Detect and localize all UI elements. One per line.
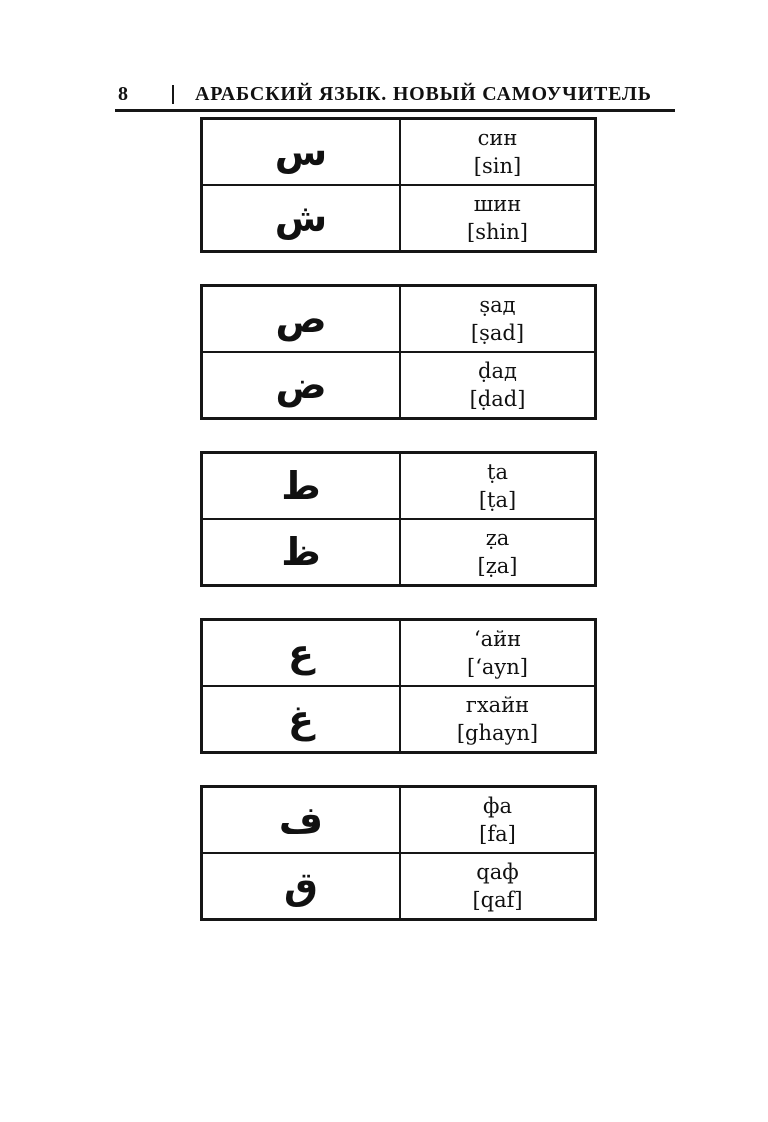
letter-transliteration: [ẓa] bbox=[477, 554, 518, 578]
table-row bbox=[202, 453, 596, 520]
letter-transliteration: [qaf] bbox=[472, 888, 523, 912]
letter-name: ṭа bbox=[487, 460, 508, 484]
page-title: АРАБСКИЙ ЯЗЫК. НОВЫЙ САМОУЧИТЕЛЬ bbox=[195, 83, 652, 105]
letter-name: ẓа bbox=[485, 526, 510, 550]
arabic-letter: ش bbox=[202, 185, 401, 252]
arabic-letter: ق bbox=[202, 853, 401, 920]
table-row bbox=[202, 119, 596, 186]
arabic-letter: ص bbox=[202, 286, 401, 353]
table-row bbox=[202, 620, 596, 687]
letter-transliteration: [fa] bbox=[479, 822, 516, 846]
letter-name: син bbox=[477, 126, 518, 150]
letter-transliteration: [sin] bbox=[473, 154, 522, 178]
letter-transliteration: [ghayn] bbox=[456, 721, 539, 745]
table-row bbox=[202, 519, 596, 586]
letter-name-cell bbox=[400, 853, 596, 920]
letter-name: гхайн bbox=[465, 693, 530, 717]
letter-transliteration: [ḍad] bbox=[469, 387, 526, 411]
header-divider bbox=[172, 85, 174, 104]
letter-name-cell bbox=[400, 787, 596, 854]
letter-name-cell bbox=[400, 519, 596, 586]
arabic-letter: غ bbox=[202, 686, 401, 753]
letter-transliteration: [ṭa] bbox=[478, 488, 517, 512]
arabic-letter: ض bbox=[202, 352, 401, 419]
table-row bbox=[202, 286, 596, 353]
letter-name-cell bbox=[400, 286, 596, 353]
table-row bbox=[202, 352, 596, 419]
letter-name-cell bbox=[400, 620, 596, 687]
arabic-letter: ع bbox=[202, 620, 401, 687]
table-row bbox=[202, 185, 596, 252]
letter-name: ‘айн bbox=[473, 627, 522, 651]
table-row bbox=[202, 853, 596, 920]
letter-tables-column bbox=[200, 117, 593, 952]
letter-table-3 bbox=[200, 451, 597, 587]
letter-transliteration: [shin] bbox=[467, 220, 528, 244]
letter-name: ṣад bbox=[479, 293, 516, 317]
table-row bbox=[202, 686, 596, 753]
letter-name-cell bbox=[400, 119, 596, 186]
letter-name: фа bbox=[483, 794, 512, 818]
letter-table-2 bbox=[200, 284, 597, 420]
letter-name: ḍад bbox=[478, 359, 517, 383]
letter-table-5 bbox=[200, 785, 597, 921]
letter-name-cell bbox=[400, 453, 596, 520]
table-row bbox=[202, 787, 596, 854]
arabic-letter: ف bbox=[202, 787, 401, 854]
letter-name-cell bbox=[400, 686, 596, 753]
letter-name: шин bbox=[473, 192, 522, 216]
letter-transliteration: [ṣad] bbox=[470, 321, 525, 345]
letter-transliteration: [‘ayn] bbox=[467, 655, 528, 679]
letter-name: qаф bbox=[476, 860, 519, 884]
arabic-letter: ظ bbox=[202, 519, 401, 586]
arabic-letter: ط bbox=[202, 453, 401, 520]
letter-table-1 bbox=[200, 117, 597, 253]
page-number: 8 bbox=[118, 83, 128, 105]
letter-name-cell bbox=[400, 185, 596, 252]
letter-name-cell bbox=[400, 352, 596, 419]
arabic-letter: س bbox=[202, 119, 401, 186]
letter-table-4 bbox=[200, 618, 597, 754]
page-header bbox=[115, 84, 675, 112]
